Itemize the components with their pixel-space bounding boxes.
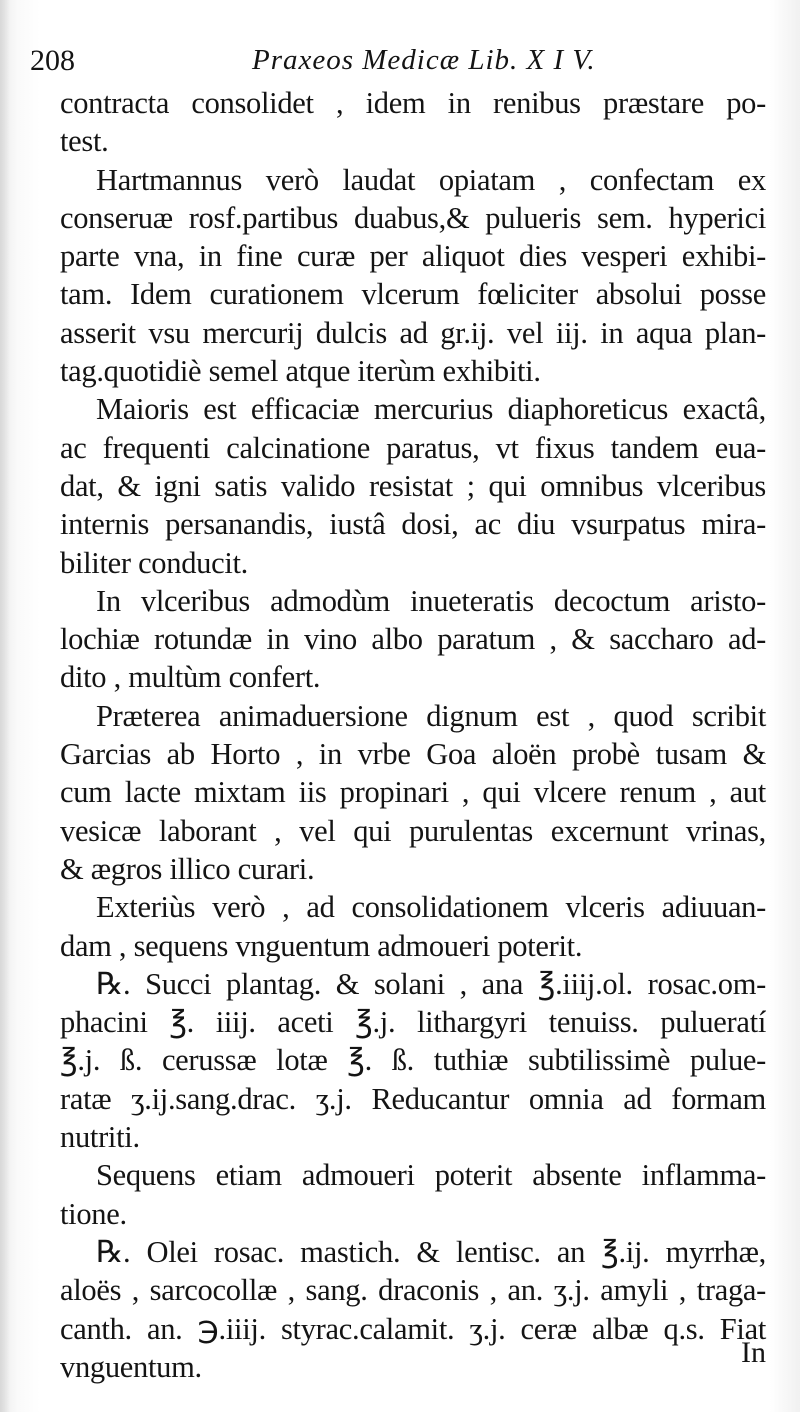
text-line: Maioris est efficaciæ mercurius diaphoreticus exactâ,	[96, 392, 766, 427]
text-line: tam. Idem curationem vlcerum fœliciter absolui posse	[60, 277, 766, 312]
text-line: ℞. Olei rosac. mastich. & lentisc. an ℥.ij. myrrhæ,	[96, 1234, 766, 1269]
text-line: cum lacte mixtam iis propinari , qui vlcere renum , aut	[60, 775, 766, 810]
text-line: ac frequenti calcinatione paratus, vt fixus tandem eua-	[60, 430, 766, 465]
text-line: Garcias ab Horto , in vrbe Goa aloën probè tusam &	[60, 737, 766, 772]
text-line: conseruæ rosf.partibus duabus,& pulueris sem. hyperici	[60, 200, 766, 235]
text-line: contracta consolidet , idem in renibus præstare po-	[60, 86, 766, 120]
text-line: In vlceribus admodùm inueteratis decoctum aristo-	[96, 583, 766, 618]
text-line: test.	[60, 124, 109, 159]
catchword: In	[741, 1336, 766, 1369]
page-number: 208	[30, 44, 75, 77]
text-line: tag.quotidiè semel atque iterùm exhibiti.	[60, 354, 541, 389]
text-line: canth. an. ℈.iiij. styrac.calamit. ʒ.j. ceræ albæ q.s. Fiat	[60, 1311, 766, 1346]
text-line: asserit vsu mercurij dulcis ad gr.ij. vel iij. in aqua plan-	[60, 315, 766, 350]
text-line: phacini ℥. iiij. aceti ℥.j. lithargyri tenuiss. pulueratí	[60, 1005, 766, 1040]
text-line: biliter conducit.	[60, 545, 249, 580]
text-line: dat, & igni satis valido resistat ; qui omnibus vlceribus	[60, 468, 766, 503]
text-line: dam , sequens vnguentum admoueri poterit.	[60, 928, 583, 963]
text-line: ℥.j. ß. cerussæ lotæ ℥. ß. tuthiæ subtilissimè pulue-	[60, 1043, 766, 1078]
text-line: ratæ ʒ.ij.sang.drac. ʒ.j. Reducantur omnia ad formam	[60, 1081, 766, 1116]
text-line: Præterea animaduersione dignum est , quod scribit	[96, 698, 766, 733]
text-line: vnguentum.	[60, 1349, 202, 1384]
text-line: lochiæ rotundæ in vino albo paratum , & saccharo ad-	[60, 622, 766, 657]
page-header	[30, 40, 770, 84]
body-text	[60, 84, 766, 1386]
text-line: Exteriùs verò , ad consolidationem vlceris adiuuan-	[96, 890, 766, 925]
running-head: Praxeos Medicæ Lib. X I V.	[252, 44, 596, 76]
text-line: Hartmannus verò laudat opiatam , confectam ex	[96, 162, 766, 197]
text-line: tione.	[60, 1196, 127, 1231]
text-line: aloës , sarcocollæ , sang. draconis , an. ʒ.j. amyli , traga-	[60, 1273, 766, 1308]
page-gutter-shadow	[0, 0, 10, 1412]
text-line: parte vna, in fine curæ per aliquot dies vesperi exhibi-	[60, 239, 766, 274]
text-line: nutriti.	[60, 1120, 140, 1155]
text-line: vesicæ laborant , vel qui purulentas excernunt vrinas,	[60, 813, 766, 848]
text-line: Sequens etiam admoueri poterit absente inflamma-	[96, 1158, 766, 1193]
text-line: internis persanandis, iustâ dosi, ac diu vsurpatus mira-	[60, 507, 766, 542]
text-line: ℞. Succi plantag. & solani , ana ℥.iiij.ol. rosac.om-	[96, 966, 766, 1001]
text-line: & ægros illico curari.	[60, 851, 315, 886]
text-line: dito , multùm confert.	[60, 660, 321, 695]
